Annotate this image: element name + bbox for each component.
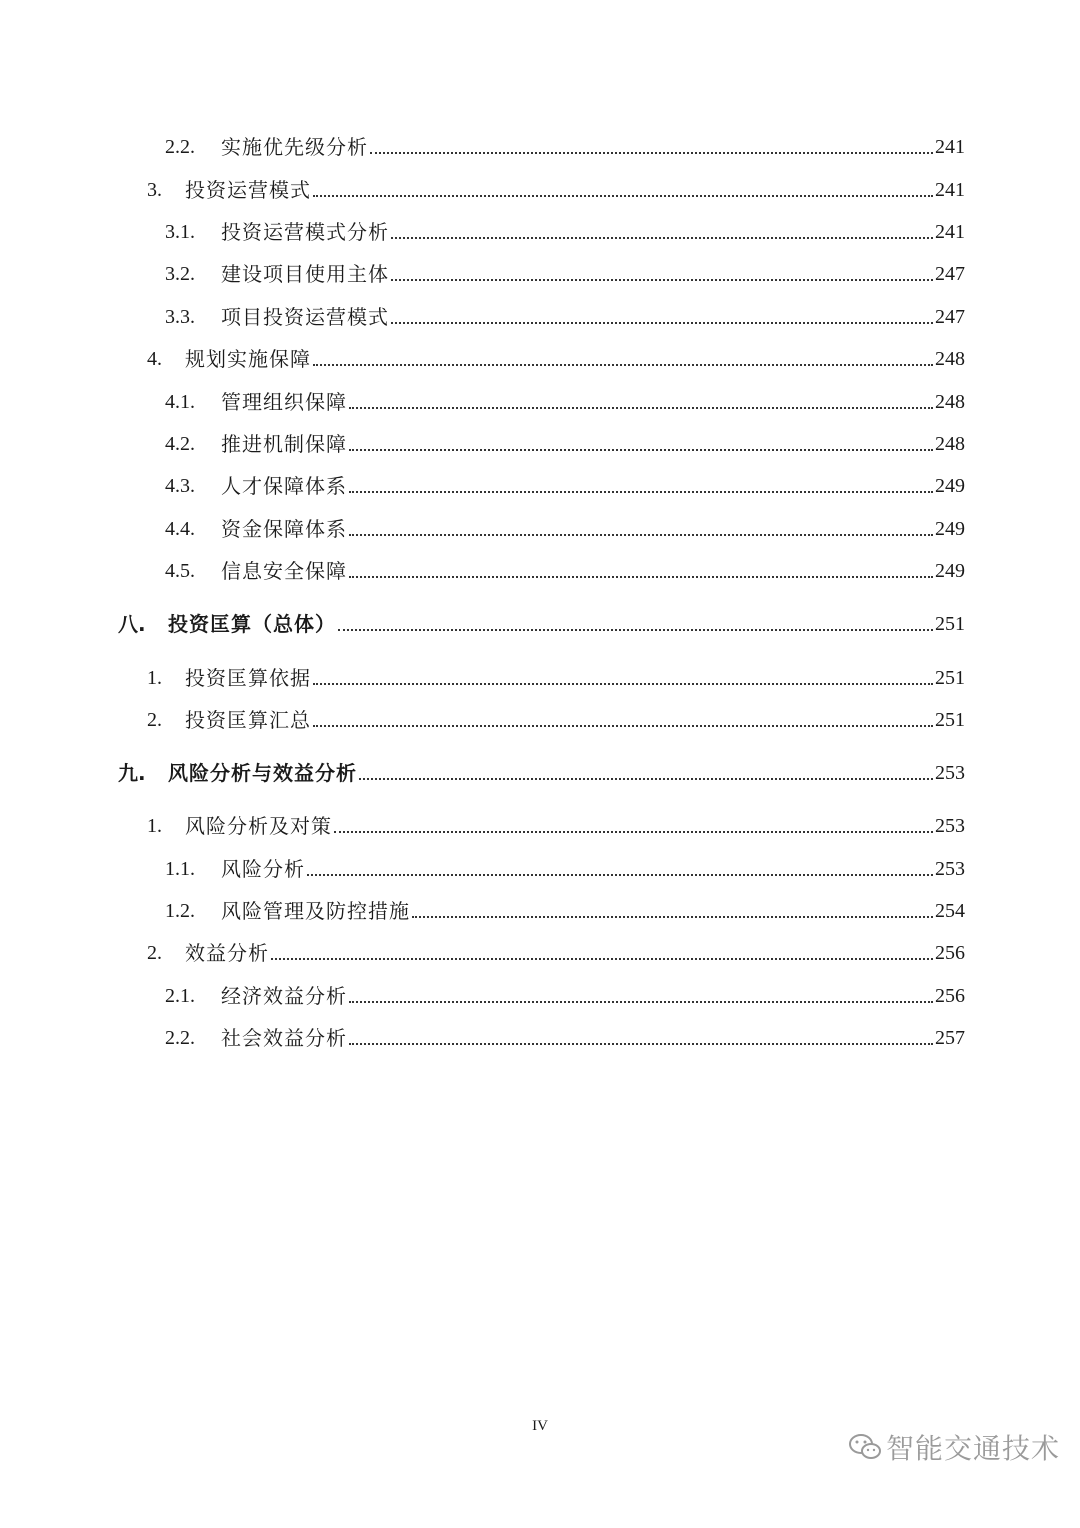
toc-entry-number: 1. <box>147 667 162 689</box>
toc-chapter-entry[interactable] <box>118 607 965 637</box>
toc-entry-title: 投资匡算汇总 <box>185 708 311 732</box>
toc-dot-leader <box>349 534 933 536</box>
toc-dot-leader <box>391 279 933 281</box>
toc-entry[interactable] <box>165 215 965 245</box>
toc-entry-page: 241 <box>935 179 965 201</box>
toc-entry[interactable] <box>165 852 965 882</box>
toc-entry-title: 风险管理及防控措施 <box>221 899 410 923</box>
toc-entry-page: 247 <box>935 306 965 328</box>
toc-dot-leader <box>359 778 933 780</box>
toc-entry[interactable] <box>165 257 965 287</box>
toc-entry-page: 249 <box>935 560 965 582</box>
toc-entry-page: 241 <box>935 221 965 243</box>
toc-entry-number: 4. <box>147 348 162 370</box>
toc-dot-leader <box>313 725 933 727</box>
toc-entry-page: 248 <box>935 433 965 455</box>
toc-dot-leader <box>349 407 933 409</box>
toc-entry[interactable] <box>165 385 965 415</box>
toc-dot-leader <box>338 629 933 631</box>
toc-entry[interactable] <box>165 1021 965 1051</box>
toc-dot-leader <box>349 449 933 451</box>
toc-entry[interactable] <box>165 554 965 584</box>
toc-entry[interactable] <box>165 469 965 499</box>
toc-entry-title: 社会效益分析 <box>221 1026 347 1050</box>
toc-entry-title: 规划实施保障 <box>185 347 311 371</box>
toc-entry-page: 247 <box>935 263 965 285</box>
toc-entry-number: 1. <box>147 815 162 837</box>
toc-entry[interactable] <box>147 936 965 966</box>
toc-entry-title: 投资运营模式 <box>185 178 311 202</box>
toc-entry-number: 1.1. <box>165 858 195 880</box>
toc-entry-page: 248 <box>935 391 965 413</box>
toc-dot-leader <box>349 1001 933 1003</box>
toc-entry-title: 风险分析与效益分析 <box>168 761 357 785</box>
toc-dot-leader <box>307 874 933 876</box>
toc-entry[interactable] <box>165 427 965 457</box>
toc-entry[interactable] <box>165 979 965 1009</box>
toc-dot-leader <box>349 491 933 493</box>
toc-entry-page: 248 <box>935 348 965 370</box>
toc-chapter-entry[interactable] <box>118 756 965 786</box>
toc-entry-number: 2. <box>147 709 162 731</box>
toc-dot-leader <box>313 683 933 685</box>
toc-dot-leader <box>271 958 933 960</box>
toc-entry-number: 九. <box>118 761 146 785</box>
toc-entry[interactable] <box>147 173 965 203</box>
toc-entry-title: 投资匡算（总体） <box>168 612 336 636</box>
toc-entry-page: 256 <box>935 985 965 1007</box>
toc-entry[interactable] <box>147 342 965 372</box>
toc-dot-leader <box>391 237 933 239</box>
toc-dot-leader <box>412 916 933 918</box>
toc-entry-number: 4.2. <box>165 433 195 455</box>
watermark <box>848 1427 1060 1467</box>
toc-entry-title: 风险分析 <box>221 857 305 881</box>
toc-entry-page: 249 <box>935 518 965 540</box>
toc-dot-leader <box>313 364 933 366</box>
toc-entry-number: 4.3. <box>165 475 195 497</box>
toc-entry-number: 2.2. <box>165 136 195 158</box>
toc-entry-page: 256 <box>935 942 965 964</box>
toc-entry[interactable] <box>147 703 965 733</box>
toc-entry-page: 241 <box>935 136 965 158</box>
toc-entry-number: 2.1. <box>165 985 195 1007</box>
toc-entry-title: 风险分析及对策 <box>185 814 332 838</box>
toc-entry-page: 251 <box>935 613 965 635</box>
toc-entry-number: 3.2. <box>165 263 195 285</box>
toc-entry[interactable] <box>165 300 965 330</box>
toc-entry-number: 4.5. <box>165 560 195 582</box>
toc-entry-page: 257 <box>935 1027 965 1049</box>
toc-entry-number: 3.1. <box>165 221 195 243</box>
toc-entry[interactable] <box>165 512 965 542</box>
toc-entry-title: 人才保障体系 <box>221 474 347 498</box>
toc-entry-number: 4.1. <box>165 391 195 413</box>
toc-entry-number: 2. <box>147 942 162 964</box>
page-number: IV <box>532 1418 548 1434</box>
toc-entry-page: 251 <box>935 667 965 689</box>
toc-dot-leader <box>349 1043 933 1045</box>
toc-dot-leader <box>370 152 933 154</box>
watermark-text: 智能交通技术 <box>886 1432 1061 1465</box>
toc-dot-leader <box>334 831 933 833</box>
toc-entry[interactable] <box>165 894 965 924</box>
toc-entry-title: 经济效益分析 <box>221 984 347 1008</box>
toc-entry-title: 管理组织保障 <box>221 390 347 414</box>
toc-dot-leader <box>349 576 933 578</box>
toc-entry-number: 3.3. <box>165 306 195 328</box>
toc-entry-title: 投资匡算依据 <box>185 666 311 690</box>
wechat-icon <box>848 1432 882 1462</box>
toc-entry-number: 1.2. <box>165 900 195 922</box>
toc-entry-title: 实施优先级分析 <box>221 135 368 159</box>
toc-entry-title: 投资运营模式分析 <box>221 220 389 244</box>
toc-entry-number: 4.4. <box>165 518 195 540</box>
toc-entry-page: 253 <box>935 858 965 880</box>
toc-entry-page: 254 <box>935 900 965 922</box>
toc-entry-title: 项目投资运营模式 <box>221 305 389 329</box>
toc-entry-page: 249 <box>935 475 965 497</box>
toc-entry[interactable] <box>147 809 965 839</box>
toc-entry-number: 八. <box>118 612 146 636</box>
toc-entry[interactable] <box>165 130 965 160</box>
toc-entry[interactable] <box>147 661 965 691</box>
toc-entry-number: 3. <box>147 179 162 201</box>
toc-entry-title: 效益分析 <box>185 941 269 965</box>
toc-entry-title: 建设项目使用主体 <box>221 262 389 286</box>
toc-entry-page: 253 <box>935 815 965 837</box>
toc-entry-number: 2.2. <box>165 1027 195 1049</box>
toc-dot-leader <box>313 195 933 197</box>
toc-entry-page: 251 <box>935 709 965 731</box>
toc-entry-page: 253 <box>935 762 965 784</box>
toc-entry-title: 信息安全保障 <box>221 559 347 583</box>
toc-entry-title: 资金保障体系 <box>221 517 347 541</box>
toc-dot-leader <box>391 322 933 324</box>
toc-entry-title: 推进机制保障 <box>221 432 347 456</box>
